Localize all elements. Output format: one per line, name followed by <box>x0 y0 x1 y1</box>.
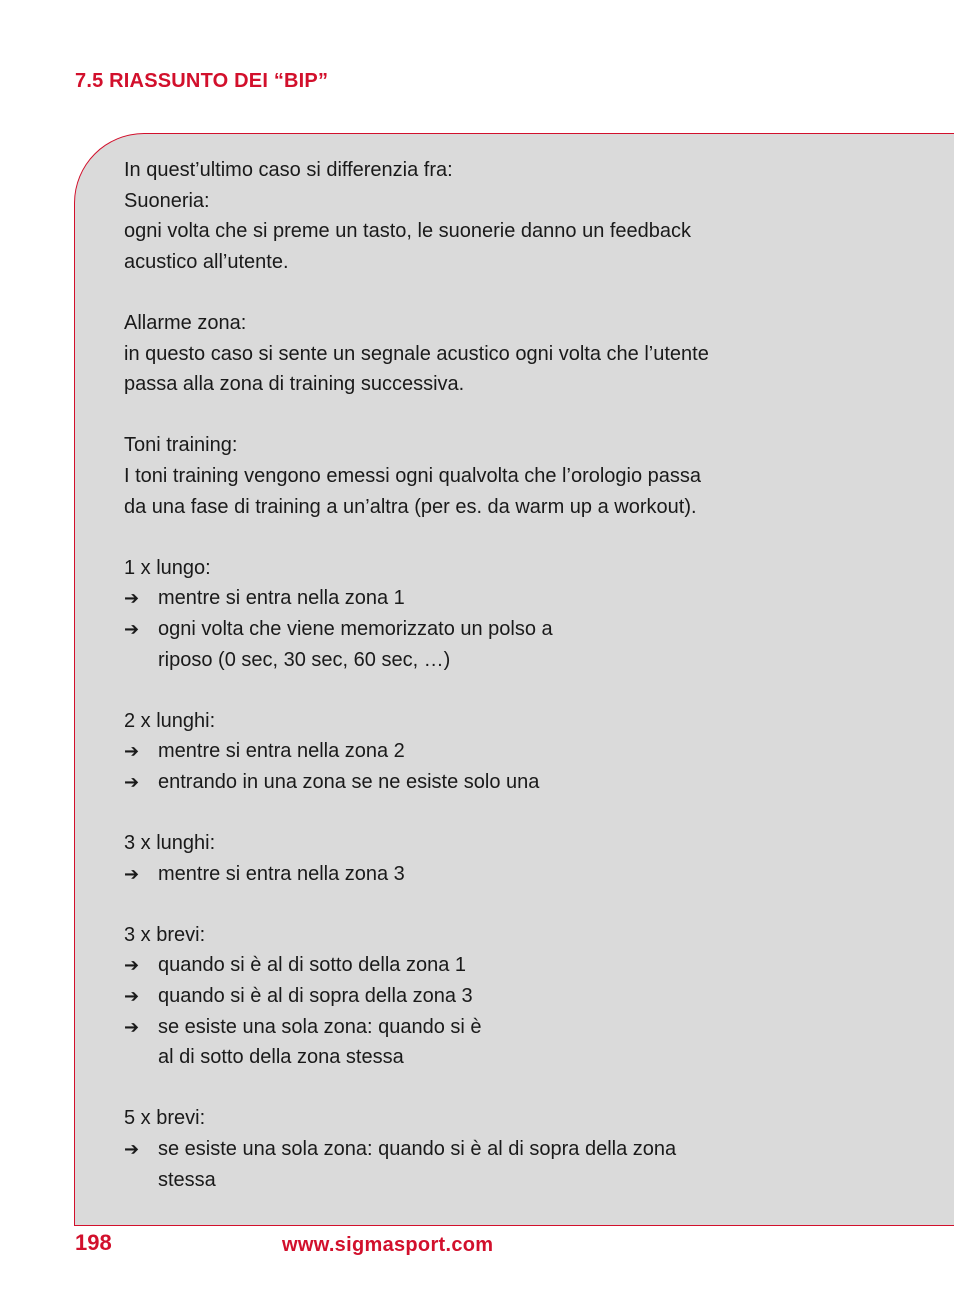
bullet-text: entrando in una zona se ne esiste solo una <box>158 770 540 793</box>
bullet-text: riposo (0 sec, 30 sec, 60 sec, …) <box>158 648 451 671</box>
intro-line: In quest’ultimo caso si differenzia fra: <box>124 159 453 181</box>
bullet-text: se esiste una sola zona: quando si è <box>158 1015 482 1038</box>
bullet-text: mentre si entra nella zona 2 <box>158 740 405 763</box>
spacer <box>124 277 844 308</box>
bullet-text: quando si è al di sotto della zona 1 <box>158 954 466 977</box>
arrow-right-icon: ➔ <box>124 771 140 792</box>
toni-text-line-1: I toni training vengono emessi ogni qualvolta che l’orologio passa <box>124 464 702 487</box>
spacer <box>124 400 844 431</box>
toni-text-line-2: da una fase di training a un’altra (per es. da warm up a workout). <box>124 495 697 518</box>
arrow-right-icon: ➔ <box>124 588 140 609</box>
bullet-item <box>124 950 844 981</box>
allarme-label: Allarme zona: <box>124 311 247 334</box>
bullet-item <box>124 614 844 675</box>
bullet-text: al di sotto della zona stessa <box>158 1046 404 1069</box>
suoneria-text-line-1: ogni volta che si preme un tasto, le suonerie danno un feedback <box>124 220 692 243</box>
spacer <box>124 1073 844 1104</box>
allarme-text-line-2: passa alla zona di training successiva. <box>124 373 465 396</box>
bullet-item <box>124 1012 844 1073</box>
bullet-text: quando si è al di sopra della zona 3 <box>158 985 473 1008</box>
bullet-item <box>124 736 844 767</box>
bullet-item <box>124 767 844 798</box>
bullet-item <box>124 1134 844 1195</box>
suoneria-text-line-2: acustico all’utente. <box>124 250 289 273</box>
arrow-right-icon: ➔ <box>124 863 140 884</box>
spacer <box>124 522 844 553</box>
suoneria-label: Suoneria: <box>124 189 210 212</box>
page-number: 198 <box>75 1230 112 1255</box>
bullet-text: se esiste una sola zona: quando si è al di sopra della zona <box>158 1138 677 1160</box>
bullet-text: ogni volta che viene memorizzato un polso a <box>158 617 553 640</box>
allarme-text-line-1: in questo caso si sente un segnale acustico ogni volta che l’utente <box>124 342 709 365</box>
section-title: 7.5 RIASSUNTO DEI “BIP” <box>75 70 329 92</box>
footer-url: www.sigmasport.com <box>282 1234 494 1256</box>
content-body <box>124 155 844 1195</box>
group-label: 1 x lungo: <box>124 556 211 579</box>
arrow-right-icon: ➔ <box>124 618 140 639</box>
bullet-text: mentre si entra nella zona 3 <box>158 862 405 885</box>
arrow-right-icon: ➔ <box>124 741 140 762</box>
group-label: 3 x brevi: <box>124 923 206 946</box>
bullet-text: mentre si entra nella zona 1 <box>158 587 405 610</box>
group-label: 3 x lunghi: <box>124 832 216 855</box>
arrow-right-icon: ➔ <box>124 1016 140 1037</box>
arrow-right-icon: ➔ <box>124 955 140 976</box>
group-label: 2 x lunghi: <box>124 709 216 732</box>
spacer <box>124 797 844 828</box>
spacer <box>124 889 844 920</box>
bullet-item <box>124 583 844 614</box>
bullet-item <box>124 859 844 890</box>
toni-label: Toni training: <box>124 434 238 457</box>
bullet-text: stessa <box>158 1168 216 1191</box>
bullet-item <box>124 981 844 1012</box>
arrow-right-icon: ➔ <box>124 986 140 1007</box>
arrow-right-icon: ➔ <box>124 1139 140 1159</box>
group-label: 5 x brevi: <box>124 1107 206 1130</box>
spacer <box>124 675 844 706</box>
beep-groups <box>124 522 844 1195</box>
